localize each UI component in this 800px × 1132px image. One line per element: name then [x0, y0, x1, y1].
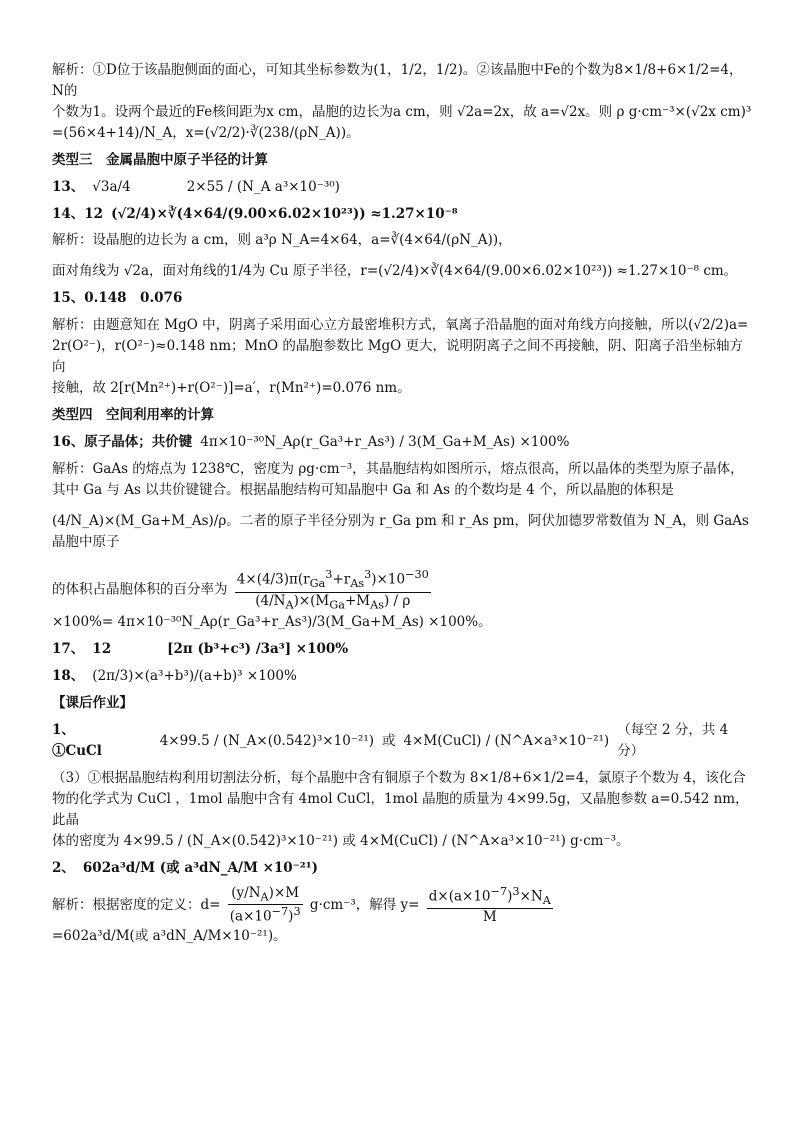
unit: g·cm⁻³。	[570, 832, 630, 849]
text-line: 个数为1。设两个最近的Fe核间距为x cm，晶胞的边长为a cm，则 √2a=2x，故 a=√2x。则 ρ g·cm⁻³×(√2x cm)³	[52, 103, 752, 120]
denominator: M	[427, 908, 553, 926]
numerator: $d\times(a\times 10^{-7})^3\times N_A$	[428, 884, 551, 907]
answer-value: 12	[92, 641, 112, 658]
answer-16	[52, 432, 752, 453]
formula: 4π×10⁻³⁰N_Aρ(r_Ga³+r_As³) / 3(M_Ga+M_As) ×100%	[200, 433, 570, 450]
answer-13	[52, 177, 752, 198]
percent-formula-line	[52, 568, 752, 633]
explanation-14	[52, 230, 752, 282]
text-line: 2r(O²⁻)，r(O²⁻)≈0.148 nm；MnO 的晶胞参数比 MgO 更大，说明阴离子之间不再接触，阴、阳离子沿坐标轴方向	[52, 338, 744, 376]
homework-answer-2	[52, 858, 752, 879]
formula: √3a/4	[92, 178, 131, 195]
or-text: 或	[382, 732, 396, 749]
explanation-fe-n-cell	[52, 60, 752, 144]
text-line: 接触，故 2[r(Mn²⁺)+r(O²⁻)]=a′，r(Mn²⁺)=0.076 nm。	[52, 379, 411, 396]
formula: 4×M(CuCl) / (N^A×a³×10⁻²¹)	[360, 832, 566, 849]
question-number: 18、	[52, 668, 85, 685]
text-line: 解析：由题意知在 MgO 中，阴离子采用面心立方最密堆积方式，氧离子沿晶胞的面对角线方向接触，所以(√2/2)a=	[52, 317, 749, 334]
formula: (2π/3)×(a³+b³)/(a+b)³ ×100%	[92, 668, 297, 685]
question-number: 2、	[52, 859, 75, 876]
text-line: 物的化学式为 CuCl ，1mol 晶胞中含有 4mol CuCl，1mol 晶胞的质量为 4×99.5g，又晶胞参数 a=0.542 nm，此晶	[52, 790, 749, 828]
text-line: 解析：GaAs 的熔点为 1238℃，密度为 ρg·cm⁻³，其晶胞结构如图所示，熔点很高，所以晶体的类型为原子晶体，	[52, 460, 744, 477]
text: 解析：根据密度的定义：d=	[52, 896, 221, 913]
text: 的体积占晶胞体积的百分率为	[52, 581, 228, 598]
homework-heading: 【课后作业】	[52, 695, 133, 712]
answer-14	[52, 204, 752, 225]
fraction	[228, 885, 303, 926]
question-number: 16、原子晶体；共价键	[52, 433, 193, 450]
text-line: 解析：设晶胞的边长为 a cm，则 a³ρ N_A=4×64，a=∛(4×64/(ρN_A))，	[52, 232, 512, 249]
explanation-16	[52, 459, 752, 634]
formula: =602a³d/M(或 a³dN_A/M×10⁻²¹)。	[52, 927, 287, 944]
text: g·cm⁻³，解得 y=	[309, 896, 420, 913]
formula: 4×M(CuCl) / (N^A×a³×10⁻²¹)	[403, 732, 610, 749]
text: 体的密度为	[52, 832, 120, 849]
homework-explanation-1	[52, 768, 752, 852]
text-line: 面对角线为 √2a，面对角线的1/4为 Cu 原子半径，r=(√2/4)×∛(4×64/(9.00×6.02×10²³)) ≈1.27×10⁻⁸ cm。	[52, 263, 738, 280]
text-line: =(56×4+14)/N_A，x=(√2/2)·∛(238/(ρN_A))。	[52, 124, 360, 141]
answer-17	[52, 639, 752, 660]
formula: 602a³d/M (或 a³dN_A/M ×10⁻²¹)	[82, 859, 319, 876]
question-number: 17、	[52, 641, 85, 658]
numerator: $(y/N_A)\times M$	[231, 884, 300, 904]
text-line: 解析：①D位于该晶胞侧面的面心，可知其坐标参数为(1，1/2，1/2)。②该晶胞中Fe的个数为8×1/8+6×1/2=4，N的	[52, 62, 743, 99]
or-text: 或	[342, 832, 356, 849]
section-heading-type4: 类型四 空间利用率的计算	[52, 406, 214, 423]
text-line: 其中 Ga 与 As 以共价键键合。根据晶胞结构可知晶胞中 Ga 和 As 的个数均是 4 个，所以晶胞的体积是	[52, 481, 675, 498]
text-line: （3）①根据晶胞结构利用切割法分析，每个晶胞中含有铜原子个数为 8×1/8+6×1/2=4，氯原子个数为 4，该化合	[52, 769, 746, 786]
fraction	[235, 568, 431, 612]
score-note: （每空 2 分，共 4 分）	[617, 722, 729, 760]
formula: 4×99.5 / (N_A×(0.542)³×10⁻²¹)	[159, 732, 374, 749]
answer-15: 15、0.148 0.076	[52, 290, 183, 307]
homework-explanation-2	[52, 885, 752, 947]
numerator: $4\times(4/3)\pi(r_{Ga}^3+r_{As}^3)\times 10^{-30}$	[236, 568, 429, 591]
formula: 4×99.5 / (N_A×(0.542)³×10⁻²¹)	[123, 832, 339, 849]
homework-answer-1	[52, 720, 752, 762]
formula: 2×55 / (N_A a³×10⁻³⁰)	[186, 178, 340, 195]
formula: (√2/4)×∛(4×64/(9.00×6.02×10²³)) ≈1.27×10⁻⁸	[111, 205, 458, 222]
formula: [2π (b³+c³) /3a³] ×100%	[167, 641, 349, 658]
section-heading-type3: 类型三 金属晶胞中原子半径的计算	[52, 151, 268, 168]
text-line: (4/N_A)×(M_Ga+M_As)/ρ。二者的原子半径分别为 r_Ga pm 和 r_As pm，阿伏加德罗常数值为 N_A，则 GaAs 晶胞中原子	[52, 512, 749, 550]
question-number: 13、	[52, 178, 85, 195]
formula: ×100%= 4π×10⁻³⁰N_Aρ(r_Ga³+r_As³)/3(M_Ga+M_As) ×100%。	[52, 614, 492, 631]
question-number: 1、①CuCl	[52, 722, 102, 760]
text-line	[52, 885, 752, 947]
question-number: 14、12	[52, 205, 104, 222]
fraction	[427, 885, 553, 926]
denominator: $(4/N_A)\times(M_{Ga}+M_{As}) / \rho$	[235, 592, 431, 613]
text-line	[52, 831, 752, 852]
answer-18	[52, 666, 752, 687]
document-page	[52, 60, 752, 953]
denominator: $(a\times 10^{-7})^3$	[229, 905, 301, 925]
explanation-15	[52, 315, 752, 399]
